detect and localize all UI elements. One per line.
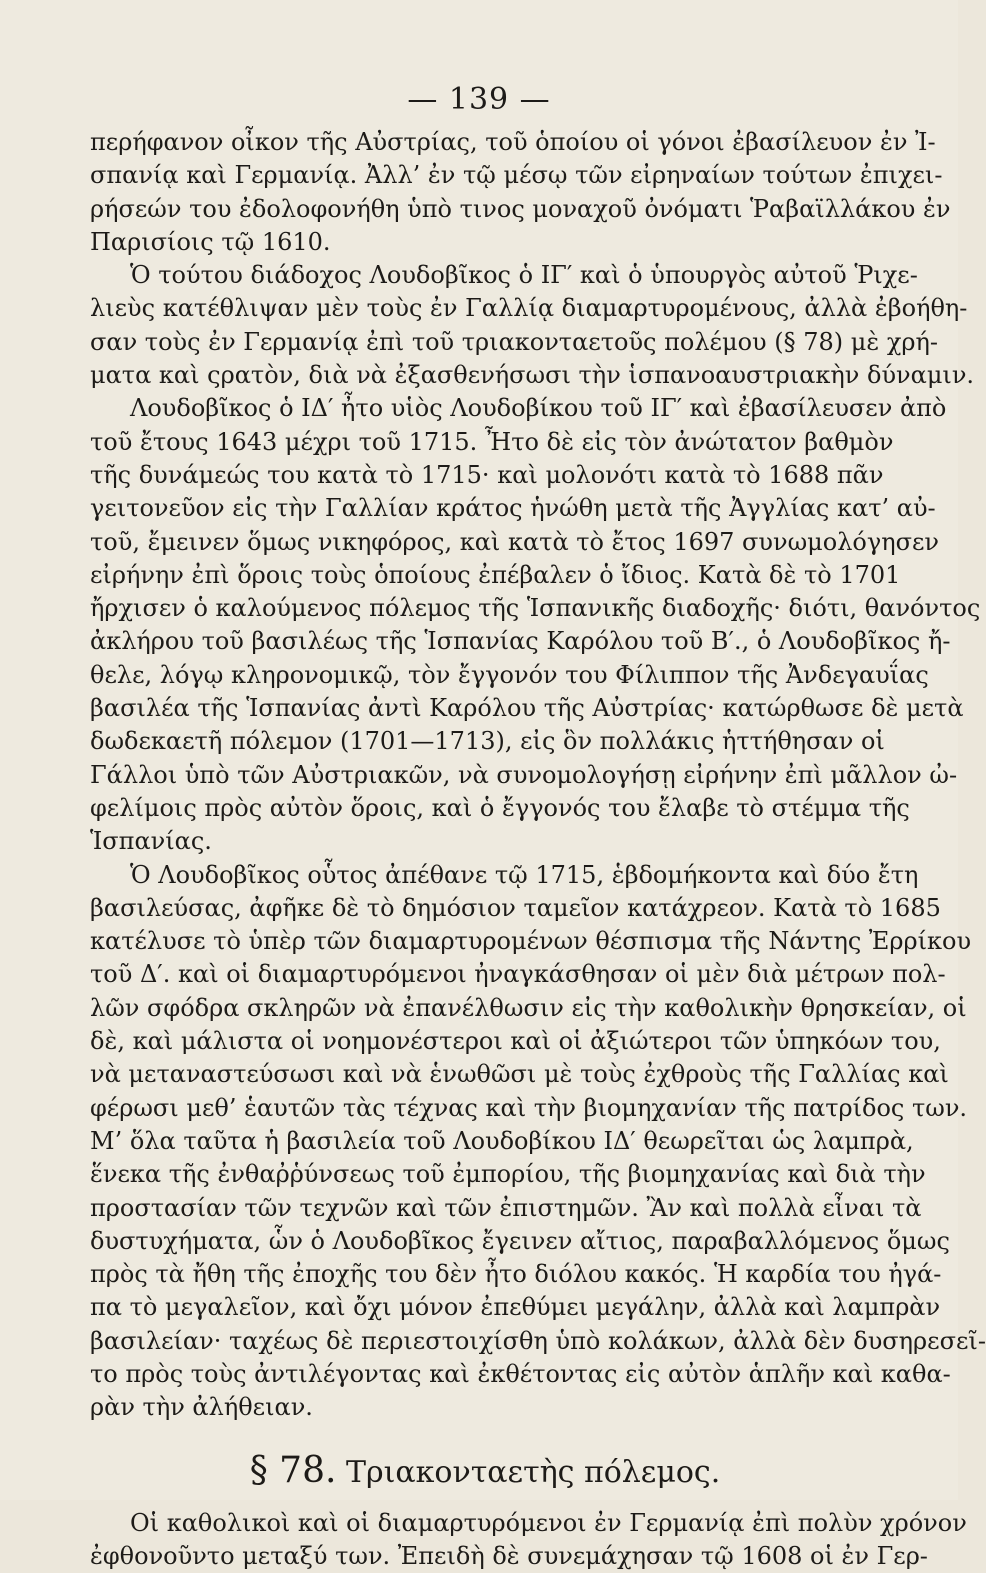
text-line: προστασίαν τῶν τεχνῶν καὶ τῶν ἐπιστημῶν. Ἂν καὶ πολλὰ εἶναι τὰ — [90, 1193, 922, 1222]
text-line: Λουδοβῖκος ὁ ΙΔ′ ἦτο υἱὸς Λουδοβίκου τοῦ ΙΓ′ καὶ ἐβασίλευσεν ἀπὸ — [130, 394, 947, 423]
text-line: δωδεκαετῆ πόλεμον (1701—1713), εἰς ὃν πολλάκις ἡττήθησαν οἱ — [90, 727, 885, 756]
text-line: ρὰν τὴν ἀλήθειαν. — [90, 1393, 313, 1422]
text-line: Οἱ καθολικοὶ καὶ οἱ διαμαρτυρόμενοι ἐν Γερμανίᾳ ἐπὶ πολὺν χρόνον — [130, 1508, 967, 1537]
text-line: εἰρήνην ἐπὶ ὅροις τοὺς ὁποίους ἐπέβαλεν ὁ ἴδιος. Κατὰ δὲ τὸ 1701 — [90, 560, 901, 589]
text-line: Παρισίοις τῷ 1610. — [90, 227, 331, 256]
text-line: δυστυχήματα, ὧν ὁ Λουδοβῖκος ἔγεινεν αἴτιος, παραβαλλόμενος ὅμως — [90, 1226, 950, 1255]
text-line: τοῦ ἔτους 1643 μέχρι τοῦ 1715. Ἦτο δὲ εἰς τὸν ἀνώτατον βαθμὸν — [90, 427, 894, 456]
text-line: Ὁ τούτου διάδοχος Λουδοβῖκος ὁ ΙΓ′ καὶ ὁ ὑπουργὸς αὐτοῦ Ῥιχε- — [130, 261, 918, 290]
text-line: βασιλέα τῆς Ἱσπανίας ἀντὶ Καρόλου τῆς Αὐστρίας· κατώρθωσε δὲ μετὰ — [90, 694, 964, 723]
text-line: τῆς δυνάμεώς του κατὰ τὸ 1715· καὶ μολονότι κατὰ τὸ 1688 πᾶν — [90, 460, 884, 489]
text-line: σαν τοὺς ἐν Γερμανίᾳ ἐπὶ τοῦ τριακονταετοῦς πολέμου (§ 78) μὲ χρή- — [90, 327, 939, 356]
text-line: πα τὸ μεγαλεῖον, καὶ ὄχι μόνον ἐπεθύμει μεγάλην, ἀλλὰ καὶ λαμπρὰν — [90, 1293, 941, 1322]
text-line: πρὸς τὰ ἤθη τῆς ἐποχῆς του δὲν ἦτο διόλου κακός. Ἡ καρδία του ἠγά- — [90, 1260, 942, 1289]
text-line: βασιλείαν· ταχέως δὲ περιεστοιχίσθη ὑπὸ κολάκων, ἀλλὰ δὲν δυσηρεσεῖ- — [90, 1326, 986, 1355]
page-number: — 139 — — [407, 82, 551, 117]
text-line: το πρὸς τοὺς ἀντιλέγοντας καὶ ἐκθέτοντας εἰς αὐτὸν ἁπλῆν καὶ καθα- — [90, 1359, 951, 1388]
text-line: νὰ μεταναστεύσωσι καὶ νὰ ἑνωθῶσι μὲ τοὺς ἐχθροὺς τῆς Γαλλίας καὶ — [90, 1060, 949, 1089]
text-line: Ὁ Λουδοβῖκος οὗτος ἀπέθανε τῷ 1715, ἑβδομήκοντα καὶ δύο ἔτη — [130, 860, 919, 889]
text-line: βασιλεύσας, ἀφῆκε δὲ τὸ δημόσιον ταμεῖον κατάχρεον. Κατὰ τὸ 1685 — [90, 893, 941, 922]
text-line: Γάλλοι ὑπὸ τῶν Αὐστριακῶν, νὰ συνομολογήσῃ εἰρήνην ἐπὶ μᾶλλον ὠ- — [90, 760, 958, 789]
text-line: τοῦ, ἔμεινεν ὅμως νικηφόρος, καὶ κατὰ τὸ ἔτος 1697 συνωμολόγησεν — [90, 527, 939, 556]
text-line: γειτονεῦον εἰς τὴν Γαλλίαν κράτος ἡνώθη μετὰ τῆς Ἀγγλίας κατ’ αὐ- — [90, 494, 936, 523]
section-title: Τριακονταετὴς πόλεμος. — [345, 1454, 721, 1490]
text-line: ρήσεών του ἐδολοφονήθη ὑπὸ τινος μοναχοῦ ὀνόματι Ῥαβαϊλλάκου ἐν — [90, 194, 951, 223]
paragraphs-before-section — [90, 126, 986, 1425]
paragraphs-after-section — [90, 1507, 967, 1573]
text-line: λιεὺς κατέθλιψαν μὲν τοὺς ἐν Γαλλίᾳ διαμαρτυρομένους, ἀλλὰ ἐβοήθη- — [90, 294, 968, 323]
text-line: κατέλυσε τὸ ὑπὲρ τῶν διαμαρτυρομένων θέσπισμα τῆς Νάντης Ἐρρίκου — [90, 927, 972, 956]
text-line: φελίμοις πρὸς αὐτὸν ὅροις, καὶ ὁ ἔγγονός του ἔλαβε τὸ στέμμα τῆς — [90, 793, 910, 822]
text-line: ἐφθονοῦντο μεταξύ των. Ἐπειδὴ δὲ συνεμάχησαν τῷ 1608 οἱ ἐν Γερ- — [90, 1541, 928, 1570]
text-line: τοῦ Δ′. καὶ οἱ διαμαρτυρόμενοι ἠναγκάσθησαν οἱ μὲν διὰ μέτρων πολ- — [90, 960, 946, 989]
text-line: Ἱσπανίας. — [90, 827, 212, 856]
text-line: σπανίᾳ καὶ Γερμανίᾳ. Ἀλλ’ ἐν τῷ μέσῳ τῶν εἰρηναίων τούτων ἐπιχει- — [90, 161, 943, 190]
text-line: ἀκλήρου τοῦ βασιλέως τῆς Ἱσπανίας Καρόλου τοῦ Β′., ὁ Λουδοβῖκος ἤ- — [90, 627, 951, 656]
text-line: δὲ, καὶ μάλιστα οἱ νοημονέστεροι καὶ οἱ ἀξιώτεροι τῶν ὑπηκόων του, — [90, 1027, 941, 1056]
text-line: φέρωσι μεθ’ ἑαυτῶν τὰς τέχνας καὶ τὴν βιομηχανίαν τῆς πατρίδος των. — [90, 1093, 968, 1122]
text-line: ματα καὶ ςρατὸν, διὰ νὰ ἐξασθενήσωσι τὴν ἱσπανοαυστριακὴν δύναμιν. — [90, 361, 975, 390]
section-heading — [90, 1443, 880, 1499]
section-number: § 78. — [249, 1449, 337, 1491]
text-line: περήφανον οἶκον τῆς Αὐστρίας, τοῦ ὁποίου οἱ γόνοι ἐβασίλευον ἐν Ἰ- — [90, 128, 936, 156]
body-text — [90, 126, 986, 1573]
text-line: Μ’ ὅλα ταῦτα ἡ βασιλεία τοῦ Λουδοβίκου ΙΔ′ θεωρεῖται ὡς λαμπρὰ, — [90, 1126, 914, 1155]
text-line: ἤρχισεν ὁ καλούμενος πόλεμος τῆς Ἱσπανικῆς διαδοχῆς· διότι, θανόντος — [90, 594, 981, 623]
text-line: ἕνεκα τῆς ἐνθαῤῥύνσεως τοῦ ἐμπορίου, τῆς βιομηχανίας καὶ διὰ τὴν — [90, 1160, 926, 1189]
text-line: θελε, λόγῳ κληρονομικῷ, τὸν ἔγγονόν του Φίλιππον τῆς Ἀνδεγαυΐας — [90, 660, 929, 689]
text-line: λῶν σφόδρα σκληρῶν νὰ ἐπανέλθωσιν εἰς τὴν καθολικὴν θρησκείαν, οἱ — [90, 993, 967, 1022]
